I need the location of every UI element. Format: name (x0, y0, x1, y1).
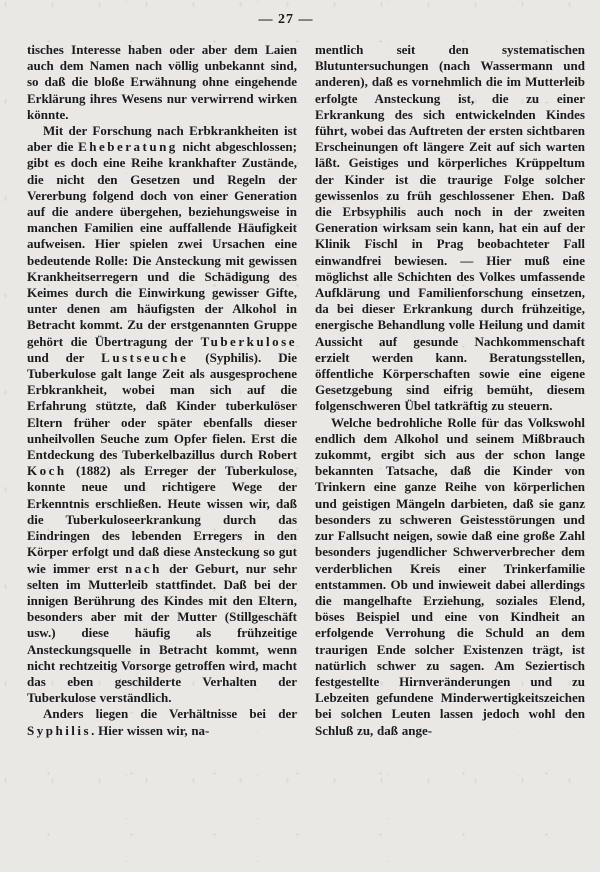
emphasized-word: nach (125, 560, 162, 576)
text-run: (Syphilis). Die Tuberkulose galt lange Zeit als ausgesprochene Erbkrankheit, wobei man sich auf die Erfahrung stützte, daß Kinder tuberkulöser Eltern früher oder später ebenfalls dieser unheilvollen Seuche zum Opfer fielen. Erst die Entdeckung des Tuberkelbazillus durch Robert (27, 349, 297, 463)
paragraph (315, 42, 585, 415)
text-run: Welche bedrohliche Rolle für das Volkswohl endlich dem Alkohol und seinem Mißbrauch zukommt, ergibt sich aus der schon lange bekannten Tatsache, daß die Kinder von Trinkern eine ganze Reihe von körperlichen und geistigen Mängeln darbieten, daß sie ganz besonders zu schweren Geistesstörungen und zur Fallsucht neigen, sowie daß eine große Zahl besonders jugendlicher Schwerverbrecher dem verderblichen Kreis einer Trinkerfamilie entstammen. Ob und inwieweit dabei allerdings die mangelhafte Erziehung, soziales Elend, böses Beispiel und eine von Kindheit an erfolgende Verrohung die Schuld an dem traurigen Ende solcher Existenzen trägt, ist natürlich schwer zu sagen. Am Seziertisch festgestellte Hirnveränderungen und zu Lebzeiten gefundene Minderwertigkeitszeichen bei solchen Leuten lassen jedoch wohl den Schluß zu, daß ange- (315, 414, 585, 738)
emphasized-word: Eheberatung (78, 139, 178, 155)
left-column (27, 42, 297, 860)
text-run: . Hier wissen wir, na- (91, 722, 210, 738)
text-run: mentlich seit den systematischen Blutuntersuchungen (nach Wassermann und anderen), daß es vornehmlich die im Mutterleib erfolgte Ansteckung ist, die zu einer Erkrankung des sich entwickelnden Kindes führt, wobei das Auftreten der ersten sichtbaren Erscheinungen oft längere Zeit auf sich warten läßt. Geistiges und körperliches Krüppeltum der Kinder ist die traurige Folge solcher gewissenlos zu früh geschlossener Ehen. Daß die Erbsyphilis auch noch in der zweiten Generation wirksam sein kann, hat ein auf der Klinik Fischl in Prag beobachteter Fall einwandfrei bewiesen. — Hier muß eine möglichst alle Schichten des Volkes umfassende Aufklärung und Familienforschung einsetzen, da bei dieser Erkrankung durch frühzeitige, energische Behandlung volle Heilung und damit Aussicht auf gesunde Nachkommenschaft erzielt werden kann. Beratungsstellen, öffentliche Körperschaften sowie eine eigene Gesetzgebung sind eifrig bemüht, diesem folgenschweren Übel tatkräftig zu steuern. (315, 42, 585, 414)
emphasized-word: Lustseuche (101, 349, 189, 365)
paragraph (315, 415, 585, 739)
text-run: Mit der Forschung nach Erbkrankheiten ist aber die (27, 123, 297, 155)
text-run: (1882) als Erreger der Tuberkulose, konnte neue und richtigere Wege der Erkenntnis erschließen. Heute wissen wir, daß die Tuberkuloseerkrankung durch das Eindringen des lebenden Erregers in den Körper erfolgt und daß diese Ansteckung so gut wie immer erst (27, 463, 297, 576)
emphasized-word: Tuberkulose (200, 333, 297, 349)
text-run: nicht abgeschlossen; gibt es doch eine Reihe krankhafter Zustände, die nicht den Gesetzen und Regeln der Vererbung folgend doch von einer Generation auf die andere übergehen, beziehungsweise in manchen Familien eine auffallende Häufigkeit aufweisen. Hier spielen zwei Ursachen eine bedeutende Rolle: Die Ansteckung mit gewissen Krankheitserregern und die Schädigung des Keimes durch die Einwirkung gewisser Gifte, unter denen am häufigsten der Alkohol in Betracht kommt. Zu der erstgenannten Gruppe gehört die Übertragung der (27, 139, 297, 349)
emphasized-word: Koch (27, 463, 67, 479)
paragraph (27, 42, 297, 123)
paragraph (27, 706, 297, 738)
page-number: — 27 — (258, 12, 314, 27)
text-columns (27, 42, 585, 860)
text-run: der Geburt, nur sehr selten im Mutterleib stattfindet. Daß bei der innigen Berührung des Kindes mit den Eltern, besonders aber mit der Mutter (Stillgeschäft usw.) diese häufig als frühzeitige Ansteckungsquelle in Betracht kommt, wenn nicht rechtzeitig Vorsorge getroffen wird, macht das eben geschilderte Verhalten der Tuberkulose verständlich. (27, 560, 297, 706)
text-run: tisches Interesse haben oder aber dem Laien auch dem Namen nach völlig unbekannt sind, so daß die bloße Erwähnung ohne eingehende Erklärung ihres Wesens nur verwirrend wirken könnte. (27, 42, 297, 122)
emphasized-word: Syphilis (27, 722, 92, 738)
text-run: und der (27, 349, 102, 365)
right-column (315, 42, 585, 860)
text-run: Anders liegen die Verhältnisse bei der (43, 706, 297, 722)
paragraph (27, 123, 297, 706)
